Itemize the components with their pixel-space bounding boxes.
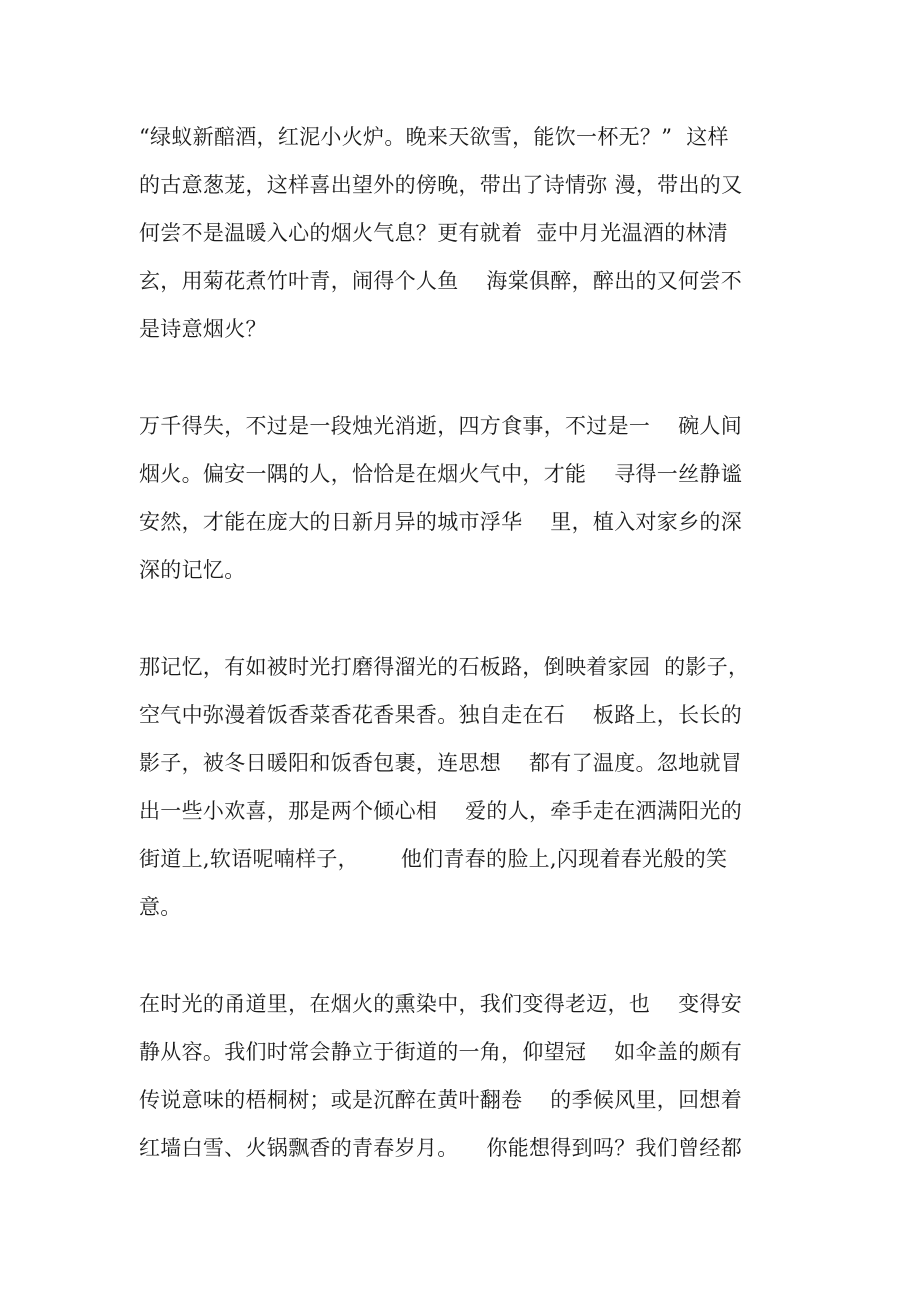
paragraph	[139, 986, 799, 1178]
text-line: 是诗意烟火？	[139, 317, 267, 341]
paragraph	[139, 119, 799, 359]
text-line: 红墙白雪、火锅飘香的青春岁月。 你能想得到吗？我们曾经都	[139, 1136, 742, 1160]
text-line: 在时光的甬道里，在烟火的熏染中，我们变得老迈，也 变得安	[139, 992, 742, 1016]
paragraph	[139, 408, 799, 600]
text-line: 何尝不是温暖入心的烟火气息？更有就着 壶中月光温酒的林清	[139, 221, 729, 245]
text-line: 深的记忆。	[139, 558, 246, 582]
text-line: 烟火。偏安一隅的人，恰恰是在烟火气中，才能 寻得一丝静谧	[139, 462, 742, 486]
text-line: 空气中弥漫着饭香菜香花香果香。独自走在石 板路上，长长的	[139, 703, 742, 727]
text-line: 玄，用菊花煮竹叶青，闹得个人鱼 海棠俱醉，醉出的又何尝不	[139, 269, 742, 293]
text-line: 街道上,软语呢喃样子， 他们青春的脸上,闪现着春光般的笑	[139, 847, 728, 871]
text-line: 传说意味的梧桐树；或是沉醉在黄叶翻卷 的季候风里，回想着	[139, 1088, 742, 1112]
text-line: 安然，才能在庞大的日新月异的城市浮华 里，植入对家乡的深	[139, 510, 742, 534]
text-line: 意。	[139, 895, 182, 919]
text-line: 静从容。我们时常会静立于街道的一角，仰望冠 如伞盖的颇有	[139, 1040, 742, 1064]
text-line: 的古意葱茏，这样喜出望外的傍晚，带出了诗情弥 漫，带出的又	[139, 173, 743, 197]
text-line: 出一些小欢喜，那是两个倾心相 爱的人，牵手走在洒满阳光的	[139, 799, 742, 823]
text-line: “绿蚁新醅酒，红泥小火炉。晚来天欲雪，能饮一杯无？” 这样	[139, 125, 729, 149]
text-line: 影子，被冬日暖阳和饭香包裹，连思想 都有了温度。忽地就冒	[139, 751, 742, 775]
paragraph	[139, 649, 799, 937]
text-line: 那记忆，有如被时光打磨得溜光的石板路，倒映着家园 的影子，	[139, 655, 750, 679]
text-line: 万千得失，不过是一段烛光消逝，四方食事，不过是一 碗人间	[139, 414, 742, 438]
